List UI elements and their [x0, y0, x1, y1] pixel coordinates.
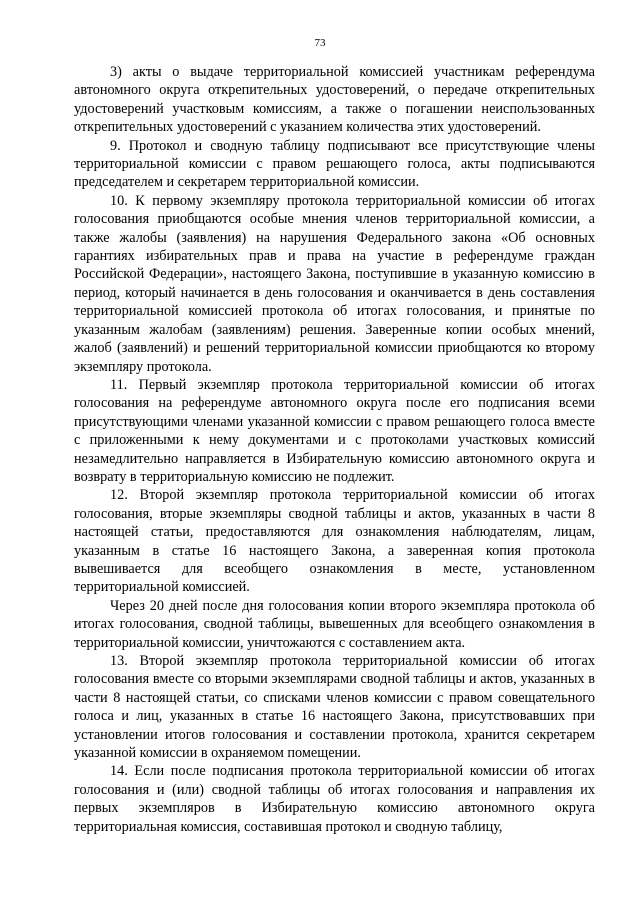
paragraph-12-continuation: Через 20 дней после дня голосования копии второго экземпляра протокола об итогах голосования, сводной таблицы, вывешенных для всеобщего ознакомления в территориальной комиссии, уничтожаются с составлением акта.: [74, 597, 595, 651]
body-text: [74, 63, 595, 836]
paragraph-14: 14. Если после подписания протокола территориальной комиссии об итогах голосования и (или) сводной таблицы об итогах голосования и направления их первых экземпляров в Избирательную комиссию автономного округа территориальная комиссия, составившая протокол и сводную таблицу,: [74, 763, 595, 835]
page-number: 73: [314, 37, 326, 49]
paragraph-9: 9. Протокол и сводную таблицу подписывают все присутствующие члены территориальной комиссии с правом решающего голоса, акты подписываются председателем и секретарем территориальной комиссии.: [74, 137, 595, 191]
paragraph-10: 10. К первому экземпляру протокола территориальной комиссии об итогах голосования приобщаются особые мнения членов территориальной комиссии, а также жалобы (заявления) на нарушения Федерального закона «Об основных гарантиях избирательных прав и права на участие в референдуме граждан Российской Федерации», настоящего Закона, поступившие в указанную комиссию в период, который начинается в день голосования и оканчивается в день составления территориальной комиссией протокола об итогах голосования, и принятые по указанным жалобам (заявлениям) решения. Заверенные копии особых мнений, жалоб (заявлений) и решений территориальной комиссии приобщаются ко второму экземпляру протокола.: [74, 192, 595, 375]
paragraph-11: 11. Первый экземпляр протокола территориальной комиссии об итогах голосования на референдуме автономного округа после его подписания всеми присутствующими членами указанной комиссии с правом решающего голоса вместе с приложенными к нему документами и с протоколами участковых комиссий незамедлительно направляется в Избирательную комиссию автономного округа и возврату в территориальную комиссию не подлежит.: [74, 376, 595, 485]
paragraph-13: 13. Второй экземпляр протокола территориальной комиссии об итогах голосования вместе со вторыми экземплярами сводной таблицы и актов, указанных в части 8 настоящей статьи, со списками членов комиссии с правом совещательного голоса и лиц, указанных в статье 16 настоящего Закона, присутствовавших при установлении итогов голосования и составлении протокола, хранится секретарем указанной комиссии в охраняемом помещении.: [74, 653, 595, 762]
paragraph-3-acts: 3) акты о выдаче территориальной комиссией участникам референдума автономного округа открепительных удостоверений, о передаче открепительных удостоверений участковым комиссиям, а также о погашении неиспользованных открепительных удостоверений с указанием количества этих удостоверений.: [74, 64, 595, 136]
paragraph-12: 12. Второй экземпляр протокола территориальной комиссии об итогах голосования, вторые экземпляры сводной таблицы и актов, указанных в части 8 настоящей статьи, предоставляются для ознакомления наблюдателям, лицам, указанным в статье 16 настоящего Закона, а заверенная копия протокола вывешивается для всеобщего ознакомления в месте, установленном территориальной комиссией.: [74, 487, 595, 596]
